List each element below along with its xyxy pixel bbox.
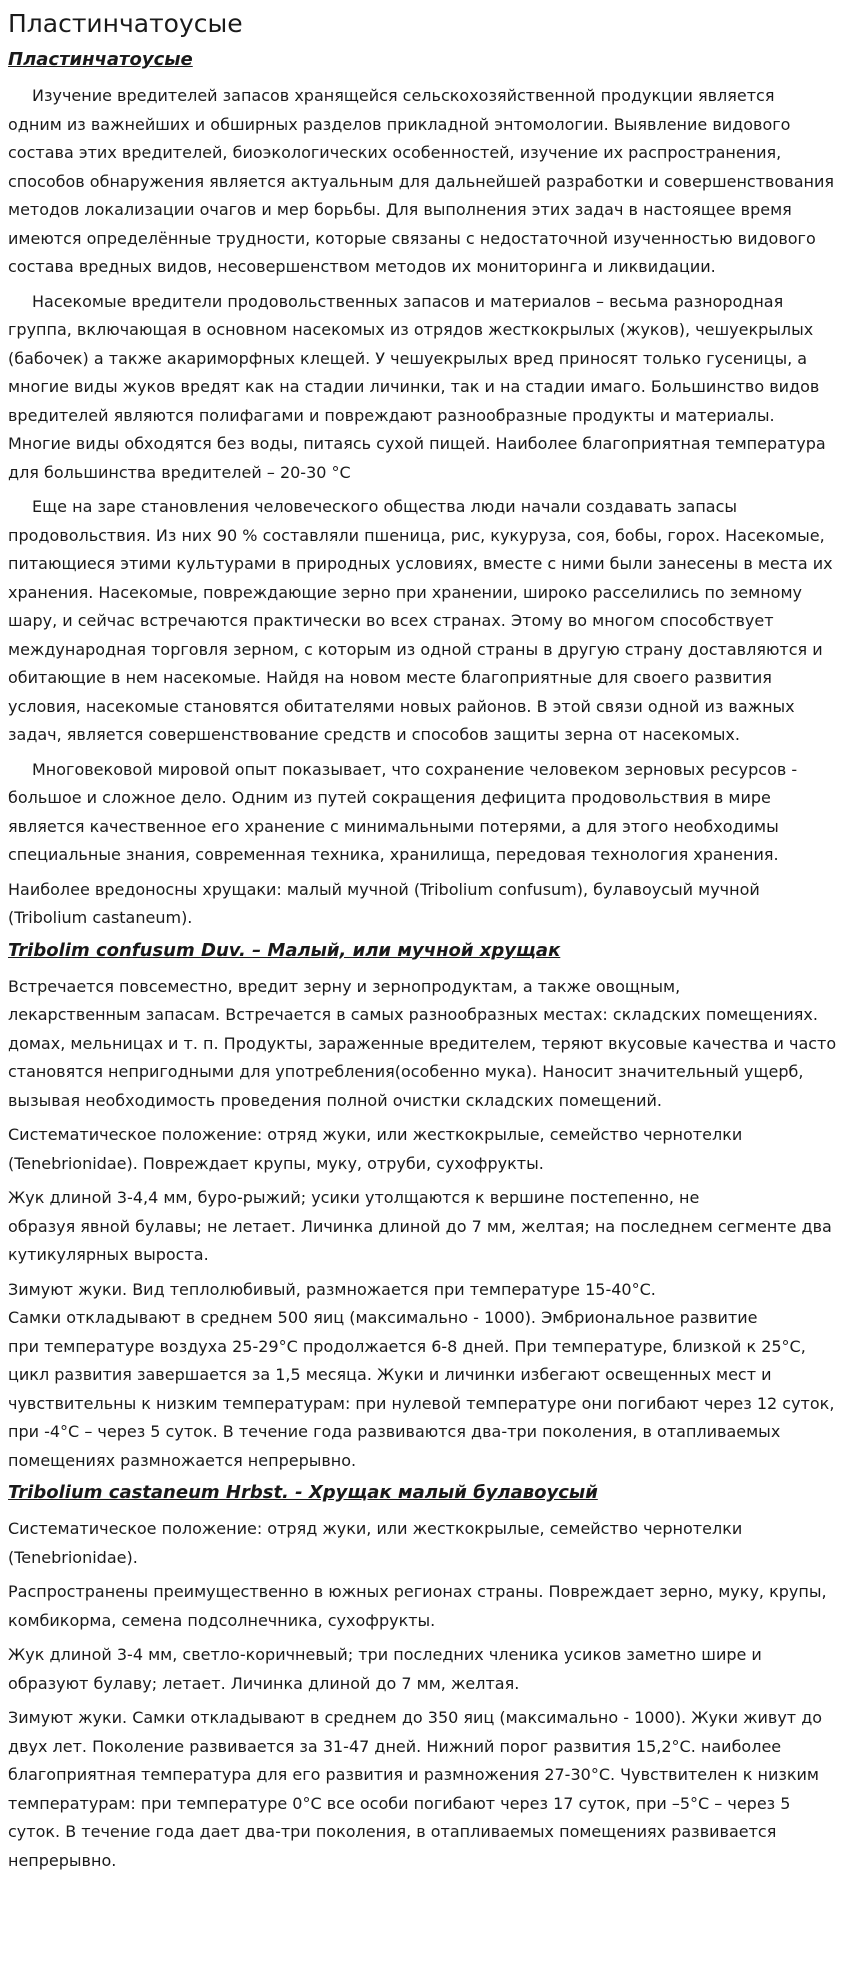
- intro-paragraph-4: Многовековой мировой опыт показывает, что сохранение человеком зерновых ресурсов - большое и сложное дело. Одним из путей сокращения дефицита продовольствия в мире является качественное его хранение с минимальными потерями, а для этого необходимы специальные знания, современная техника, хранилища, передовая технология хранения.: [8, 759, 798, 864]
- intro-note: Наиболее вредоносны хрущаки: малый мучной (Tribolium confusum), булавоусый мучной (Tribolium castaneum).: [8, 879, 760, 927]
- page-title: Пластинчатоусые: [8, 9, 243, 38]
- intro-paragraph-2: Насекомые вредители продовольственных запасов и материалов – весьма разнородная группа, включающая в основном насекомых из отрядов жесткокрылых (жуков), чешуекрылых (бабочек) а также акариморфных клещей. У чешуекрылых вред приносят только гусеницы, а многие виды жуков вредят как на стадии личинки, так и на стадии имаго. Большинство видов вредителей являются полифагами и повреждают разнообразные продукты и материалы. Многие виды обходятся без воды, питаясь сухой пищей. Наиболее благоприятная температура для большинства вредителей – 20-30 °С: [8, 291, 826, 482]
- species-1-paragraph-3: Жук длиной 3-4,4 мм, буро-рыжий; усики утолщаются к вершине постепенно, не образуя явной булавы; не летает. Личинка длиной до 7 мм, желтая; на последнем сегменте два кутикулярных выроста.: [8, 1188, 832, 1264]
- intro-paragraph-1: Изучение вредителей запасов хранящейся сельскохозяйственной продукции является одним из важнейших и обширных разделов прикладной энтомологии. Выявление видового состава этих вредителей, биоэкологических особенностей, изучение их распространения, способов обнаружения является актуальным для дальнейшей разработки и совершенствования методов локализации очагов и мер борьбы. Для выполнения этих задач в настоящее время имеются определённые трудности, которые связаны с недостаточной изученностью видового состава вредных видов, несовершенством методов их мониторинга и ликвидации.: [8, 86, 834, 276]
- intro-paragraph-3: Еще на заре становления человеческого общества люди начали создавать запасы продовольствия. Из них 90 % составляли пшеница, рис, кукуруза, соя, бобы, горох. Насекомые, питающиеся этими культурами в природных условиях, вместе с ними были занесены в места их хранения. Насекомые, повреждающие зерно при хранении, широко расселились по земному шару, и сейчас встречаются практически во всех странах. Этому во многом способствует международная торговля зерном, с которым из одной страны в другую страну доставляются и обитающие в нем насекомые. Найдя на новом месте благоприятные для своего развития условия, насекомые становятся обитателями новых районов. В этой связи одной из важных задач, является совершенствование средств и способов защиты зерна от насекомых.: [8, 497, 833, 744]
- species-1-paragraph-2: Систематическое положение: отряд жуки, или жесткокрылые, семейство чернотелки (Tenebrionidae). Повреждает крупы, муку, отруби, сухофрукты.: [8, 1125, 743, 1173]
- species-2-heading: Tribolium castaneum Hrbst. - Хрущак малый булавоусый: [8, 1482, 598, 1503]
- species-1-paragraph-4: Зимуют жуки. Вид теплолюбивый, размножается при температуре 15-40°С. Самки откладывают в среднем 500 яиц (максимально - 1000). Эмбриональное развитие при температуре воздуха 25-29°С продолжается 6-8 дней. При температуре, близкой к 25°С, цикл развития завершается за 1,5 месяца. Жуки и личинки избегают освещенных мест и чувствительны к низким температурам: при нулевой температуре они погибают через 12 суток, при -4°С – через 5 суток. В течение года развиваются два-три поколения, в отапливаемых помещениях размножается непрерывно.: [8, 1279, 835, 1470]
- species-2-paragraph-1: Систематическое положение: отряд жуки, или жесткокрылые, семейство чернотелки (Tenebrionidae).: [8, 1519, 743, 1567]
- species-2-paragraph-4: Зимуют жуки. Самки откладывают в среднем до 350 яиц (максимально - 1000). Жуки живут до двух лет. Поколение развивается за 31-47 дней. Нижний порог развития 15,2°С. наиболее благоприятная температура для его развития и размножения 27-30°С. Чувствителен к низким температурам: при температуре 0°С все особи погибают через 17 суток, при –5°С – через 5 суток. В течение года дает два-три поколения, в отапливаемых помещениях развивается непрерывно.: [8, 1708, 823, 1870]
- species-2-paragraph-2: Распространены преимущественно в южных регионах страны. Повреждает зерно, муку, крупы, комбикорма, семена подсолнечника, сухофрукты.: [8, 1582, 827, 1630]
- species-2-paragraph-3: Жук длиной 3-4 мм, светло-коричневый; три последних членика усиков заметно шире и образуют булаву; летает. Личинка длиной до 7 мм, желтая.: [8, 1645, 762, 1693]
- section-heading: Пластинчатоусые: [8, 49, 193, 70]
- species-1-paragraph-1: Встречается повсеместно, вредит зерну и зернопродуктам, а также овощным, лекарственным запасам. Встречается в самых разнообразных местах: складских помещениях. домах, мельницах и т. п. Продукты, зараженные вредителем, теряют вкусовые качества и часто становятся непригодными для употребления(особенно мука). Наносит значительный ущерб, вызывая необходимость проведения полной очистки складских помещений.: [8, 976, 837, 1110]
- species-1-heading: Tribolim confusum Duv. – Малый, или мучной хрущак: [8, 939, 561, 961]
